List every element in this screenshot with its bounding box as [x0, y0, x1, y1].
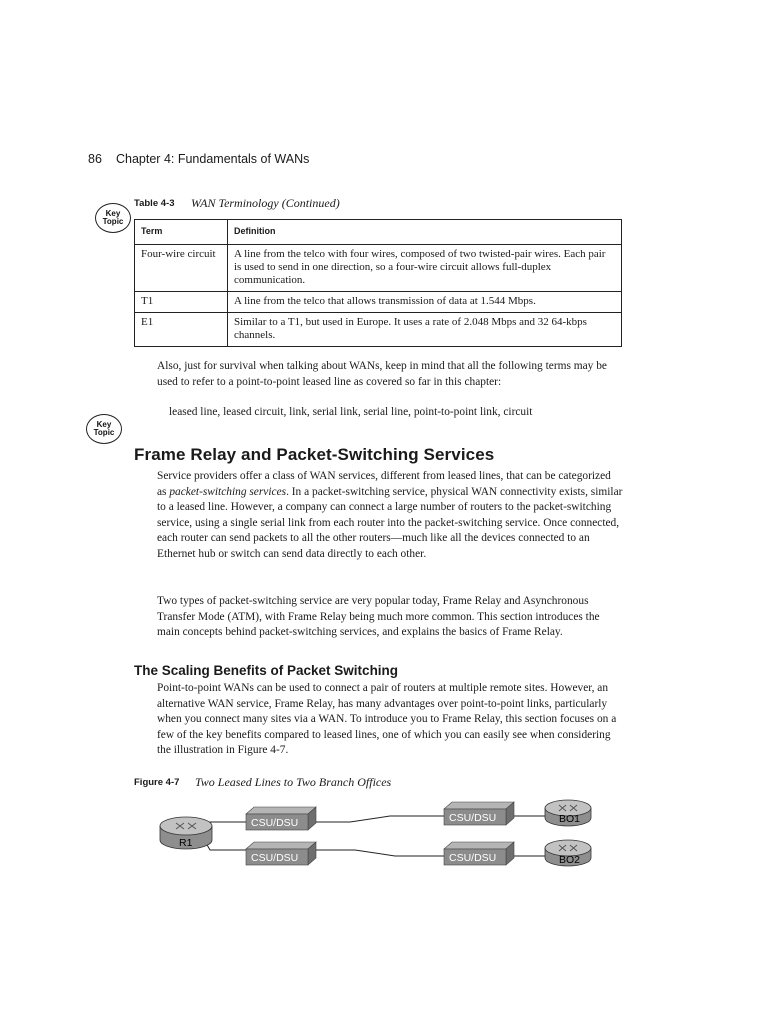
definition-cell: A line from the telco that allows transmission of data at 1.544 Mbps.	[228, 292, 622, 313]
term-cell: E1	[135, 313, 228, 347]
csu-dsu-label: CSU/DSU	[449, 812, 497, 824]
column-header-term: Term	[135, 220, 228, 245]
service-text-start: Service providers offer a class of WAN services, different from leased lines, that can be categorized as	[157, 470, 611, 498]
csu-dsu-label: CSU/DSU	[251, 852, 299, 864]
table-row	[135, 292, 622, 313]
wan-terminology-table	[134, 219, 622, 347]
leased-line-to-bo1	[310, 816, 444, 822]
paragraph-two-types: Two types of packet-switching service are very popular today, Frame Relay and Asynchronous Transfer Mode (ATM), with Frame Relay being much more common. This section introduces the main concepts behind packet-switching services, and explains the basics of Frame Relay.	[157, 595, 600, 639]
table-title: WAN Terminology (Continued)	[191, 196, 340, 210]
csu-dsu-label: CSU/DSU	[251, 817, 299, 829]
emphasis-packet-switching: packet-switching services	[169, 485, 287, 498]
key-topic-badge	[86, 414, 122, 444]
leased-line-to-bo2	[310, 850, 444, 856]
router-bo2-label: BO2	[559, 854, 581, 866]
term-cell: Four-wire circuit	[135, 245, 228, 292]
table-row	[135, 245, 622, 292]
key-topic-line2: Topic	[93, 428, 115, 437]
leased-line-synonyms: leased line, leased circuit, link, serial link, serial line, point-to-point link, circuit	[169, 406, 533, 418]
key-topic-line2: Topic	[102, 217, 124, 226]
router-bo1-label: BO1	[559, 813, 581, 825]
table-label: Table 4-3	[134, 198, 175, 209]
definition-cell: Similar to a T1, but used in Europe. It uses a rate of 2.048 Mbps and 32 64-kbps channels.	[228, 313, 622, 347]
subsection-heading-scaling: The Scaling Benefits of Packet Switching	[134, 663, 399, 678]
key-topic-line1: Key	[96, 420, 112, 429]
section-heading-frame-relay: Frame Relay and Packet-Switching Services	[134, 445, 495, 464]
table-header-row	[135, 220, 622, 245]
key-topic-badge	[95, 203, 131, 233]
csu-dsu-label: CSU/DSU	[449, 852, 497, 864]
key-topic-line1: Key	[105, 209, 121, 218]
table-row	[135, 313, 622, 347]
service-text-end: . In a packet-switching service, physical WAN connectivity exists, similar to a leased line. However, a company can connect a large number of routers to the packet-switching service, using a single serial link from each router into the packet-switching service. Once connected, each router can send packets to all the other routers—much like all the devices connected to an Ethernet hub or switch can send data directly to each other.	[157, 485, 623, 560]
paragraph-point-to-point: Point-to-point WANs can be used to connect a pair of routers at multiple remote sites. However, an alternative WAN service, Frame Relay, has many advantages over point-to-point links, particularly when you connect many sites via a WAN. To introduce you to Frame Relay, this section focuses on a few of the key benefits compared to leased lines, one of which you can easily see when considering the illustration in Figure 4-7.	[157, 682, 617, 757]
paragraph-survival-terms: Also, just for survival when talking about WANs, keep in mind that all the following terms may be used to refer to a point-to-point leased line as covered so far in this chapter:	[157, 360, 607, 388]
figure-label: Figure 4-7	[134, 777, 180, 788]
leased-lines-diagram	[150, 790, 610, 880]
paragraph-service-providers	[157, 469, 623, 563]
chapter-title: Chapter 4: Fundamentals of WANs	[116, 152, 310, 166]
definition-cell: A line from the telco with four wires, composed of two twisted-pair wires. Each pair is used to send in one direction, so a four-wire circuit allows full-duplex communication.	[228, 245, 622, 292]
page-number: 86	[88, 152, 102, 166]
term-cell: T1	[135, 292, 228, 313]
column-header-definition: Definition	[228, 220, 622, 245]
figure-title: Two Leased Lines to Two Branch Offices	[195, 775, 392, 789]
router-r1-label: R1	[179, 837, 193, 849]
